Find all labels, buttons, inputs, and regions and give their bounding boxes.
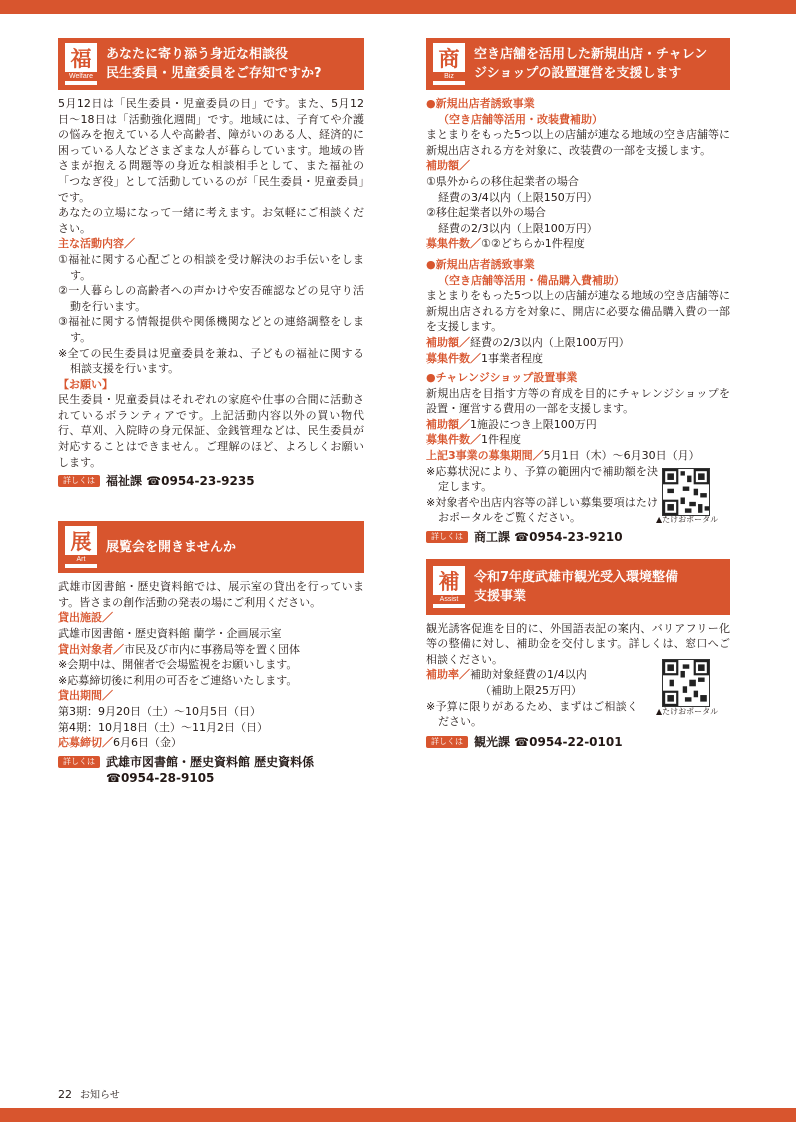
s1-text: まとまりをもった5つ以上の店舗が連なる地域の空き店舗等に新規出店される方を対象に、改装費の一部を支援します。: [426, 128, 730, 157]
count-label: 募集件数／: [426, 351, 481, 365]
left-column: [58, 38, 364, 786]
request-text: 民生委員・児童委員はそれぞれの家庭や仕事の合間に活動されているボランティアです。上記活動内容以外の買い物代行、草刈、入院時の身元保証、金銭管理などは、民生委員が対応することはできません。ご理解のほど、よろしくお願いします。: [58, 393, 364, 469]
count-label: 募集件数／: [426, 433, 481, 447]
count-value: 1件程度: [481, 433, 521, 447]
count-label: 募集件数／: [426, 237, 481, 251]
activities-label: 主な活動内容／: [58, 237, 135, 251]
art-note: ※会期中は、開催者で会場監視をお願いします。: [58, 658, 298, 672]
title-line-1: あなたに寄り添う身近な相談役: [106, 47, 289, 62]
title-line-2: 民生委員・児童委員をご存知ですか?: [106, 66, 322, 81]
s1-title: ●新規出店者誘致事業: [426, 97, 535, 110]
period-item: 第4期：10月18日（土）〜11月2日（日）: [58, 720, 268, 734]
badge-kanji: 福: [70, 47, 92, 71]
details-pill: 詳しくは: [58, 756, 100, 768]
art-badge: [65, 526, 97, 568]
art-note: ※応募締切後に利用の可否をご連絡いたします。: [58, 673, 298, 687]
badge-english: Biz: [433, 72, 465, 81]
request-label: 【お願い】: [58, 377, 113, 391]
period-label: 貸出期間／: [58, 689, 113, 703]
s3-title: ●チャレンジショップ設置事業: [426, 371, 578, 385]
qr-caption: ▲たけおポータル: [656, 707, 719, 717]
welfare-title: [106, 45, 322, 83]
contact-text: 武雄市図書館・歴史資料館 歴史資料係: [106, 754, 315, 769]
target-value: 市民及び市内に事務局等を置く団体: [124, 642, 300, 656]
title-line-1: 令和7年度武雄市観光受入環境整備: [474, 569, 679, 585]
biz-badge: [433, 43, 465, 85]
details-pill: 詳しくは: [426, 531, 468, 543]
art-contact: [58, 754, 364, 786]
amount-label: 補助額／: [426, 417, 470, 431]
assist-note: ※予算に限りがあるため、まずはご相談ください。: [426, 699, 638, 729]
s2-text: まとまりをもった5つ以上の店舗が連なる地域の空き店舗等に新規出店される方を対象に、開店に必要な備品購入費の一部を支援します。: [426, 289, 730, 334]
qr-code-icon[interactable]: [662, 659, 710, 707]
option-2: ②移住起業者以外の場合: [426, 206, 546, 220]
option-1: ①県外からの移住起業者の場合: [426, 174, 579, 188]
contact-phone: ☎0954-28-9105: [106, 770, 215, 785]
badge-kanji: 展: [70, 530, 92, 555]
biz-header: [426, 38, 730, 90]
title-line-2: ジショップの設置運営を支援します: [474, 66, 682, 81]
welfare-badge: [65, 43, 97, 85]
art-title: 展覧会を開きませんか: [106, 539, 237, 555]
rate-label: 補助率／: [426, 668, 470, 682]
activity-item: ※全ての民生委員は児童委員を兼ね、子どもの福祉に関する相談支援を行います。: [58, 346, 364, 376]
art-intro: 武雄市図書館・歴史資料館では、展示室の貸出を行っています。皆さまの創作活動の発表の場にご利用ください。: [58, 580, 364, 609]
welfare-intro: 5月12日は「民生委員・児童委員の日」です。また、5月12日〜18日は「活動強化週間」です。地域には、子育てや介護の悩みを抱えている人や高齢者、障がいのある人、経済的に困っている人などさまざまな人が暮らしています。地域の皆さまが抱える問題等の身近な相談相手として、また福祉の「つなぎ役」として活動しているのが「民生委員・児童委員」です。: [58, 97, 364, 204]
facility-label: 貸出施設／: [58, 611, 113, 625]
page-number: 22: [58, 1088, 72, 1101]
deadline-value: 6月6日（金）: [113, 736, 182, 750]
option-2-sub: 経費の2/3以内（上限100万円）: [438, 221, 598, 235]
details-pill: 詳しくは: [58, 475, 100, 487]
s3-text: 新規出店を目指す方等の育成を目的にチャレンジショップを設置・運営する費用の一部を支援します。: [426, 386, 730, 416]
deadline-label: 応募締切／: [58, 736, 113, 750]
assist-contact: [426, 734, 730, 750]
details-pill: 詳しくは: [426, 736, 468, 748]
period-value: 5月1日（木）〜6月30日（月）: [543, 449, 700, 463]
welfare-intro-2: あなたの立場になって一緒に考えます。お気軽にご相談ください。: [58, 206, 364, 235]
title-line-2: 支援事業: [474, 588, 527, 604]
amount-label: 補助額／: [426, 335, 470, 349]
activity-item: ①福祉に関する心配ごとの相談を受け解決のお手伝いをします。: [58, 252, 364, 282]
s2-title: ●新規出店者誘致事業: [426, 257, 535, 271]
amount-label: 補助額／: [426, 159, 470, 173]
rate-sub: （補助上限25万円）: [480, 684, 582, 698]
welfare-contact: [58, 473, 364, 489]
option-1-sub: 経費の3/4以内（上限150万円）: [438, 190, 598, 204]
facility-value: 武雄市図書館・歴史資料館 蘭学・企画展示室: [58, 627, 282, 641]
bottom-bar: [0, 1108, 796, 1122]
count-value: ①②どちらか1件程度: [481, 237, 585, 251]
badge-kanji: 補: [438, 569, 460, 594]
assist-badge: [433, 566, 465, 608]
badge-english: Art: [65, 555, 97, 564]
amount-value: 経費の2/3以内（上限100万円）: [470, 335, 630, 349]
title-line-1: 空き店舗を活用した新規出店・チャレン: [474, 47, 708, 62]
amount-value: 1施設につき上限100万円: [470, 417, 597, 431]
biz-note: ※応募状況により、予算の範囲内で補助額を決定します。: [426, 464, 658, 494]
s1-subtitle: （空き店舗等活用・改装費補助）: [438, 112, 603, 126]
art-header: [58, 521, 364, 573]
footer-label: お知らせ: [80, 1090, 120, 1101]
contact-text: 商工課 ☎0954-23-9210: [474, 529, 623, 544]
right-column: [426, 38, 730, 750]
badge-english: Assist: [433, 595, 465, 604]
target-label: 貸出対象者／: [58, 642, 124, 656]
activity-item: ②一人暮らしの高齢者への声かけや安否確認などの見守り活動を行います。: [58, 284, 364, 313]
welfare-header: [58, 38, 364, 90]
period-label: 上記3事業の募集期間／: [426, 449, 544, 463]
assist-title: [474, 568, 678, 606]
qr-caption: ▲たけおポータル: [656, 514, 719, 524]
period-item: 第3期：9月20日（土）〜10月5日（日）: [58, 705, 261, 718]
badge-english: Welfare: [65, 72, 97, 81]
page-footer: [58, 1086, 120, 1101]
biz-note: ※対象者や出店内容等の詳しい募集要項はたけおポータルをご覧ください。: [426, 495, 658, 525]
rate-value: 補助対象経費の1/4以内: [470, 668, 587, 682]
contact-text: 観光課 ☎0954-22-0101: [474, 735, 623, 750]
activity-item: ③福祉に関する情報提供や関係機関などとの連絡調整をします。: [58, 315, 364, 344]
count-value: 1事業者程度: [481, 351, 543, 365]
contact-text: 福祉課 ☎0954-23-9235: [106, 474, 255, 489]
s2-subtitle: （空き店舗等活用・備品購入費補助）: [438, 273, 625, 287]
assist-header: [426, 559, 730, 615]
top-bar: [0, 0, 796, 14]
badge-kanji: 商: [438, 47, 460, 71]
biz-contact: [426, 529, 730, 545]
assist-intro: 観光誘客促進を目的に、外国語表記の案内、バリアフリー化等の整備に対し、補助金を交付します。詳しくは、窓口へご相談ください。: [426, 621, 730, 666]
biz-title: [474, 45, 707, 83]
qr-code-icon[interactable]: [662, 468, 710, 516]
